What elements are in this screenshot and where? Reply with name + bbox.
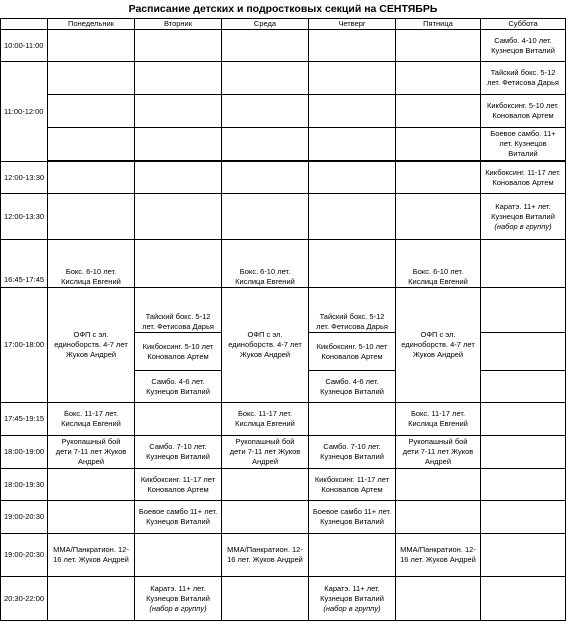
class-cell xyxy=(309,469,396,501)
class-cell xyxy=(48,288,135,403)
class-name: Самбо. 7-10 лет. xyxy=(149,442,207,451)
time-cell: 17:45-19:15 xyxy=(1,403,48,436)
empty-cell xyxy=(135,534,222,577)
recruit-note: (набор в группу) xyxy=(494,221,552,231)
class-cell xyxy=(48,436,135,469)
empty-cell xyxy=(396,62,481,95)
empty-cell xyxy=(396,577,481,621)
class-coach: Кислица Евгений xyxy=(235,419,295,428)
table-row xyxy=(1,62,566,95)
empty-cell xyxy=(48,30,135,62)
class-name: Рукопашный бой xyxy=(235,437,295,446)
empty-cell xyxy=(222,62,309,95)
empty-cell xyxy=(481,403,566,436)
empty-cell xyxy=(222,95,309,128)
class-cell xyxy=(481,128,566,161)
class-coach: Кузнецов Виталий xyxy=(146,593,210,603)
empty-cell xyxy=(222,501,309,534)
empty-cell xyxy=(135,30,222,62)
empty-cell xyxy=(396,194,481,240)
class-name: единоборств. 4-7 лет xyxy=(228,340,302,349)
class-coach: Коновалов Артем xyxy=(492,111,554,120)
recruit-note: (набор в группу) xyxy=(149,603,207,613)
class-cell xyxy=(309,436,396,469)
class-coach: Андрей xyxy=(424,457,452,466)
class-coach: 16 лет. Жуков Андрей xyxy=(400,555,476,564)
time-cell: 11:00-12:00 xyxy=(1,62,48,162)
table-row xyxy=(1,288,566,333)
class-name: Самбо. 4-6 лет. xyxy=(325,376,379,386)
class-cell xyxy=(222,240,309,288)
empty-cell xyxy=(309,62,396,95)
header-row xyxy=(1,19,566,30)
class-coach: Кузнецов Виталий xyxy=(491,211,555,221)
class-name: Самбо. 4-10 лет. xyxy=(494,35,552,45)
class-cell xyxy=(222,534,309,577)
day-header: Пятница xyxy=(396,19,481,30)
empty-cell xyxy=(309,128,396,161)
class-name: Бокс. 11-17 лет. xyxy=(237,409,293,418)
empty-cell xyxy=(135,128,222,161)
class-cell xyxy=(222,288,309,403)
class-name: Боевое самбо. 11+ xyxy=(490,129,556,138)
class-coach: Коновалов Артем xyxy=(147,484,209,494)
class-coach: Кислица Евгений xyxy=(235,277,295,286)
day-header: Вторник xyxy=(135,19,222,30)
empty-cell xyxy=(222,162,309,194)
empty-cell xyxy=(396,95,481,128)
class-name: Тайский бокс. 5-12 xyxy=(490,68,556,77)
class-name: Бокс. 6-10 лет. xyxy=(65,267,117,276)
time-cell: 12:00-13:30 xyxy=(1,194,48,240)
empty-cell xyxy=(396,469,481,501)
table-row xyxy=(1,436,566,469)
class-name: ОФП с эл. xyxy=(420,330,456,339)
class-cell xyxy=(48,403,135,436)
class-name: Боевое самбо 11+ лет. xyxy=(312,507,392,516)
empty-cell xyxy=(396,30,481,62)
empty-cell xyxy=(309,240,396,288)
table-row xyxy=(1,194,566,240)
class-cell xyxy=(135,288,222,333)
empty-cell xyxy=(309,95,396,128)
class-coach: Жуков Андрей xyxy=(239,350,291,359)
time-cell: 20:30-22:00 xyxy=(1,577,48,621)
corner-cell xyxy=(1,19,48,30)
class-cell xyxy=(309,371,396,403)
class-cell xyxy=(222,403,309,436)
time-cell: 12:00-13:30 xyxy=(1,162,48,194)
class-name: Кикбоксинг. 11-17 лет. xyxy=(485,167,561,177)
empty-cell xyxy=(222,194,309,240)
class-cell xyxy=(135,469,222,501)
empty-cell xyxy=(48,194,135,240)
class-coach: Андрей xyxy=(251,457,279,466)
class-cell xyxy=(222,436,309,469)
class-cell xyxy=(396,436,481,469)
table-row xyxy=(1,128,566,161)
class-name: Рукопашный бой xyxy=(408,437,468,446)
class-cell xyxy=(135,436,222,469)
empty-cell xyxy=(309,403,396,436)
time-cell: 19:00-20:30 xyxy=(1,534,48,577)
schedule-table xyxy=(0,18,566,621)
class-name: ОФП с эл. xyxy=(73,330,109,339)
class-name: Каратэ. 11+ лет. xyxy=(324,583,380,593)
class-coach: лет. Фетисова Дарья xyxy=(316,322,388,331)
empty-cell xyxy=(135,240,222,288)
class-name: Тайский бокс. 5-12 xyxy=(145,312,211,321)
class-coach: Кузнецов Виталий xyxy=(320,386,384,396)
table-row xyxy=(1,501,566,534)
empty-cell xyxy=(48,95,135,128)
class-name: Боевое самбо 11+ лет. xyxy=(138,507,218,516)
empty-cell xyxy=(135,194,222,240)
class-cell xyxy=(481,62,566,95)
class-cell xyxy=(309,577,396,621)
empty-cell xyxy=(481,469,566,501)
class-cell xyxy=(309,333,396,371)
class-coach: Андрей xyxy=(77,457,105,466)
class-cell xyxy=(396,240,481,288)
class-coach: Коновалов Артем xyxy=(147,351,209,361)
empty-cell xyxy=(48,128,135,161)
empty-cell xyxy=(481,288,566,333)
class-name: ММА/Панкратион. 12- xyxy=(400,545,476,554)
time-cell: 18:00-19:30 xyxy=(1,469,48,501)
empty-cell xyxy=(48,162,135,194)
recruit-note: (набор в группу) xyxy=(323,603,381,613)
empty-cell xyxy=(222,577,309,621)
table-row xyxy=(1,162,566,194)
class-name: ММА/Панкратион. 12- xyxy=(227,545,303,554)
empty-cell xyxy=(309,534,396,577)
class-coach: Кислица Евгений xyxy=(408,419,468,428)
time-cell: 10:00-11:00 xyxy=(1,30,48,62)
class-name: Кикбоксинг. 5-10 лет xyxy=(316,341,388,351)
class-name: Самбо. 7-10 лет. xyxy=(323,442,381,451)
day-header: Суббота xyxy=(481,19,566,30)
class-cell xyxy=(481,162,566,194)
class-cell xyxy=(309,288,396,333)
class-coach: Кислица Евгений xyxy=(61,277,121,286)
class-name: единоборств. 4-7 лет xyxy=(54,340,128,349)
class-cell xyxy=(48,240,135,288)
class-cell xyxy=(481,30,566,62)
class-coach: Кузнецов Виталий xyxy=(146,452,210,461)
table-row xyxy=(1,30,566,62)
class-name: дети 7-11 лет Жуков xyxy=(402,447,474,456)
class-cell xyxy=(135,577,222,621)
table-row xyxy=(1,240,566,288)
class-cell xyxy=(135,333,222,371)
page-title: Расписание детских и подростковых секций на СЕНТЯБРЬ xyxy=(128,3,438,15)
class-coach: Кузнецов Виталий xyxy=(320,452,384,461)
day-header: Понедельник xyxy=(48,19,135,30)
class-name: Кикбоксинг. 5-10 лет. xyxy=(487,101,559,110)
class-coach: Кислица Евгений xyxy=(61,419,121,428)
class-name: Каратэ. 11+ лет. xyxy=(495,201,551,211)
empty-cell xyxy=(222,30,309,62)
empty-cell xyxy=(481,534,566,577)
class-coach: 16 лет. Жуков Андрей xyxy=(227,555,303,564)
class-name: Кикбоксинг. 11-17 лет xyxy=(140,474,216,484)
empty-cell xyxy=(48,62,135,95)
empty-cell xyxy=(48,577,135,621)
class-coach: Жуков Андрей xyxy=(412,350,464,359)
empty-cell xyxy=(135,62,222,95)
table-row xyxy=(1,577,566,621)
day-header: Четверг xyxy=(309,19,396,30)
class-name: Каратэ. 11+ лет. xyxy=(150,583,206,593)
class-coach: Кузнецов Виталий xyxy=(491,45,555,55)
empty-cell xyxy=(481,436,566,469)
time-cell: 16:45-17:45 xyxy=(1,240,48,288)
class-name: Бокс. 6-10 лет. xyxy=(412,267,464,276)
class-cell xyxy=(481,194,566,240)
empty-cell xyxy=(481,577,566,621)
empty-cell xyxy=(481,371,566,403)
class-coach: лет. Фетисова Дарья xyxy=(487,78,559,87)
class-name: дети 7-11 лет Жуков xyxy=(55,447,127,456)
class-name: Кикбоксинг. 5-10 лет xyxy=(142,341,214,351)
class-name: единоборств. 4-7 лет xyxy=(401,340,475,349)
class-cell xyxy=(396,288,481,403)
class-cell xyxy=(396,403,481,436)
empty-cell xyxy=(481,501,566,534)
empty-cell xyxy=(309,162,396,194)
class-cell xyxy=(481,95,566,128)
class-coach: Кузнецов Виталий xyxy=(146,517,210,526)
empty-cell xyxy=(48,501,135,534)
class-cell xyxy=(309,501,396,534)
empty-cell xyxy=(48,469,135,501)
time-cell: 19:00-20:30 xyxy=(1,501,48,534)
table-row xyxy=(1,469,566,501)
class-cell xyxy=(135,501,222,534)
class-name: Рукопашный бой xyxy=(61,437,121,446)
class-coach: Кузнецов Виталий xyxy=(146,386,210,396)
empty-cell xyxy=(309,194,396,240)
empty-cell xyxy=(309,30,396,62)
table-row xyxy=(1,403,566,436)
day-header: Среда xyxy=(222,19,309,30)
class-cell xyxy=(396,534,481,577)
empty-cell xyxy=(396,128,481,161)
class-cell xyxy=(135,371,222,403)
time-cell: 18:00-19:00 xyxy=(1,436,48,469)
table-row xyxy=(1,534,566,577)
empty-cell xyxy=(135,403,222,436)
empty-cell xyxy=(222,128,309,161)
class-name: дети 7-11 лет Жуков xyxy=(229,447,301,456)
class-coach: Виталий xyxy=(508,149,538,158)
class-name: Тайский бокс. 5-12 xyxy=(319,312,385,321)
class-name: Самбо. 4-6 лет. xyxy=(151,376,205,386)
class-coach: Кислица Евгений xyxy=(408,277,468,286)
empty-cell xyxy=(481,333,566,371)
class-coach: Жуков Андрей xyxy=(65,350,117,359)
class-coach: Кузнецов Виталий xyxy=(320,593,384,603)
class-name: Бокс. 11-17 лет. xyxy=(63,409,119,418)
class-coach: Коновалов Артем xyxy=(321,351,383,361)
class-name: Кикбоксинг. 11-17 лет xyxy=(314,474,390,484)
class-coach: Коновалов Артем xyxy=(492,177,554,187)
empty-cell xyxy=(222,469,309,501)
class-name: ОФП с эл. xyxy=(247,330,283,339)
table-row xyxy=(1,95,566,128)
empty-cell xyxy=(135,162,222,194)
empty-cell xyxy=(481,240,566,288)
class-name: лет. Кузнецов xyxy=(499,139,547,148)
class-coach: Кузнецов Виталий xyxy=(320,517,384,526)
empty-cell xyxy=(135,95,222,128)
empty-cell xyxy=(396,162,481,194)
class-coach: Коновалов Артем xyxy=(321,484,383,494)
empty-cell xyxy=(396,501,481,534)
class-coach: 16 лет. Жуков Андрей xyxy=(53,555,129,564)
class-name: Бокс. 6-10 лет. xyxy=(239,267,291,276)
class-cell xyxy=(48,534,135,577)
time-cell: 17:00-18:00 xyxy=(1,288,48,403)
class-name: ММА/Панкратион. 12- xyxy=(53,545,129,554)
class-coach: лет. Фетисова Дарья xyxy=(142,322,214,331)
class-name: Бокс. 11-17 лет. xyxy=(410,409,466,418)
